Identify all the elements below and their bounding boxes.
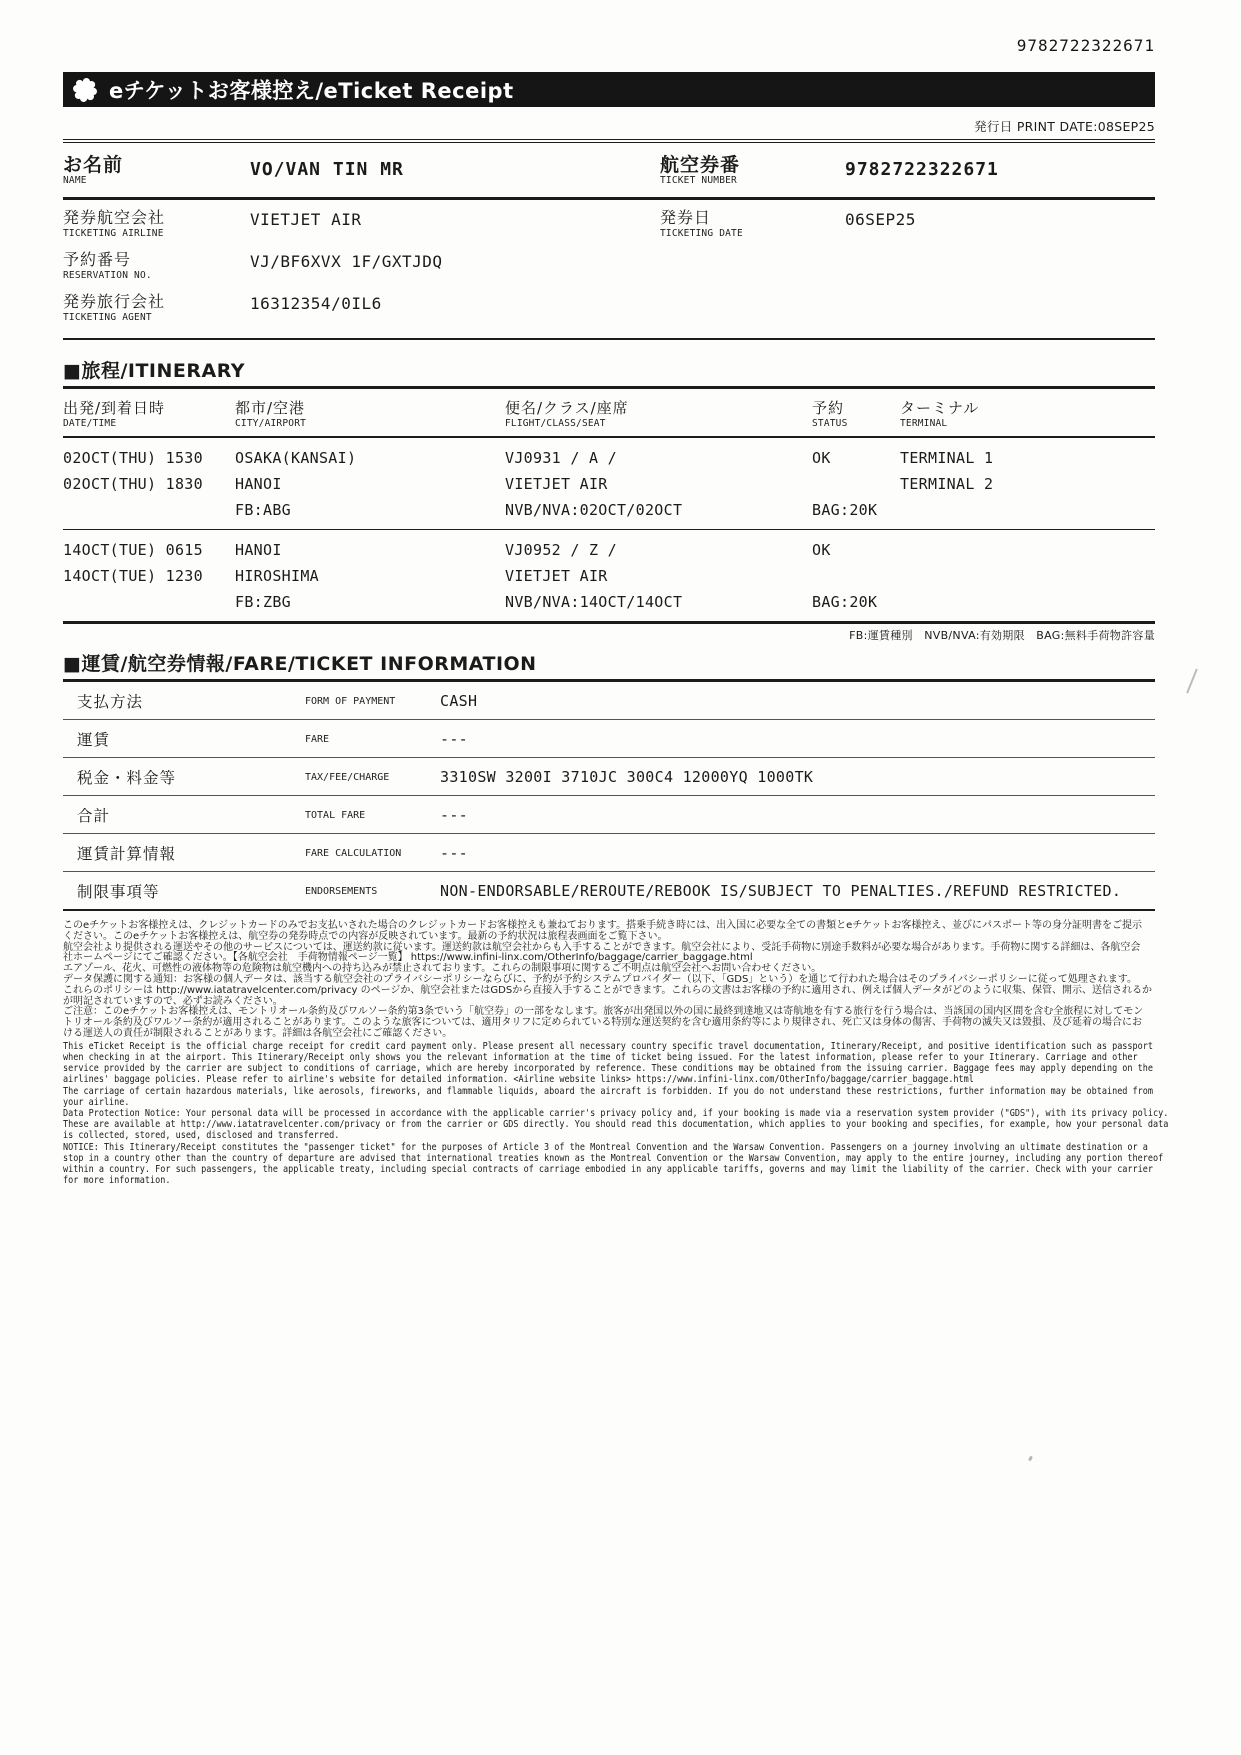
- ticketing-agent-label: 発券旅行会社 TICKETING AGENT: [63, 292, 166, 323]
- scan-artifact: [1186, 669, 1197, 694]
- segment-row: 14OCT(TUE) 1230 HIROSHIMA VIETJET AIR: [63, 567, 608, 585]
- fine-print: [63, 920, 1169, 1187]
- itinerary-section-title: ■旅程/ITINERARY: [63, 356, 1155, 389]
- fare-row-fare: 運賃 FARE ---: [63, 720, 1155, 758]
- receipt-content: [63, 36, 1169, 1187]
- fare-row-total: 合計 TOTAL FARE ---: [63, 796, 1155, 834]
- fare-row-form-of-payment: 支払方法 FORM OF PAYMENT CASH: [63, 682, 1155, 720]
- reservation-row: [63, 250, 1155, 282]
- fine-print-english: This eTicket Receipt is the official charge receipt for credit card payment only. Please present all necessary country specific travel documentation, Itinerary/Receipt, and positive identification such as passport when checking in at the airport. This Itinerary/Receipt only shows you the relevant information at the time of ticket being issued. For the latest information, please refer to your Itinerary. Carriage and other service provided by the carrier are subject to conditions of carriage, which are hereby incorporated by reference. These conditions may be obtained from the issuing carrier. Baggage fees may apply depending on the airlines' baggage policies. Please refer to airline's website for detailed information. <Airline website links> https://www.infini-linx.com/OtherInfo/baggage/carrier_baggage.html The carriage of certain hazardous materials, like aerosols, fireworks, and flammable liquids, aboard the aircraft is forbidden. If you do not understand these restrictions, further information may be obtained from your airline. Data Protection Notice: Your personal data will be processed in accordance with the applicable carrier's privacy policy and, if your booking is made via a reservation system provider ("GDS"), with its privacy policy. These are available at http://www.iatatravelcenter.com/privacy or from the carrier or GDS directly. You should read this documentation, which applies to your booking and specifies, for example, how your personal data is collected, stored, used, disclosed and transferred. NOTICE: This Itinerary/Receipt constitutes the "passenger ticket" for the purposes of Article 3 of the Montreal Convention and the Warsaw Convention. Passengers on a journey involving an ultimate destination or a stop in a country other than the country of departure are advised that international treaties known as the Montreal Convention or the Warsaw Convention, may apply to the entire journey, including any portion thereof within a country. For such passengers, the applicable treaty, including special contracts of carriage embodied in any applicable tariffs, governs and may limit the liability of the carrier. Check with your carrier for more information.: [63, 1040, 1169, 1187]
- passenger-name-value: VO/VAN TIN MR: [250, 159, 404, 180]
- print-date: 発行日 PRINT DATE:08SEP25: [974, 119, 1155, 134]
- segment-row: 14OCT(TUE) 0615 HANOI VJ0952 / Z / OK: [63, 541, 831, 559]
- fine-print-japanese: このeチケットお客様控えは、クレジットカードのみでお支払いされた場合のクレジットカードお客様控えも兼ねております。搭乗手続き時には、出入国に必要な全ての書類とeチケットお客様控え、並びにパスポート等の身分証明書をご提示 ください。このeチケットお客様控えは、航空券の発券時点での内容が反映されています。最新の予約状況は旅程表画面をご覧下さい。 航空会社より提供される運送やその他のサービスについては、運送約款に従います。運送約款は航空会社からも入手することができます。航空会社により、受託手荷物に別途手数料が必要な場合があります。手荷物に関する詳細は、各航空会 社ホームページにてご確認ください。【各航空会社 手荷物情報ページ一覧】 https://www.infini-linx.com/OtherInfo/baggage/carrier_baggage.html エアゾール、花火、可燃性の液体物等の危険物は航空機内への持ち込みが禁止されております。これらの制限事項に関するご不明点は航空会社へお問い合わせください。 データ保護に関する通知：お客様の個人データは、該当する航空会社のプライバシーポリシーならびに、予約が予約システムプロバイダー（以下、「GDS」という）を通じて行われた場合はそのプライバシーポリシーに従って処理されます。 これらのポリシーは http://www.iatatravelcenter.com/privacy のページか、航空会社またはGDSから直接入手することができます。これらの文書はお客様の予約に適用され、例えば個人データがどのように収集、保管、開示、送信されるか が明記されていますので、必ずお読みください。 ご注意：このeチケットお客様控えは、モントリオール条約及びワルソー条約第3条でいう「航空券」の一部をなします。旅客が出発国以外の国に最終到達地又は寄航地を有する旅行を行う場合は、当該国の国内区間を含む全旅程に対してモン トリオール条約及びワルソー条約が適用されることがあります。このような旅客については、適用タリフに定められている特別な運送契約を含む適用条約等により規律され、死亡又は身体の傷害、手荷物の滅失又は毀損、及び延着の場合にお ける運送人の責任が制限されることがあります。詳細は各航空会社にご確認ください。: [63, 920, 1153, 1039]
- reservation-value: VJ/BF6XVX 1F/GXTJDQ: [250, 252, 443, 271]
- itinerary-bottom-rule: [63, 621, 1155, 624]
- name-label: お名前 NAME: [63, 154, 124, 186]
- ticketing-airline-value: VIETJET AIR: [250, 210, 362, 229]
- scan-artifact: [1028, 1456, 1033, 1462]
- ticket-number-label: 航空券番 TICKET NUMBER: [660, 154, 741, 186]
- ticket-number-top: 9782722322671: [1016, 36, 1155, 55]
- fare-row-calculation: 運賃計算情報 FARE CALCULATION ---: [63, 834, 1155, 872]
- passenger-name-row: [63, 139, 1155, 200]
- ticketing-airline-row: [63, 208, 1155, 240]
- segment-row: 02OCT(THU) 1830 HANOI VIETJET AIR TERMINAL 2: [63, 475, 994, 493]
- col-city-airport: 都市/空港 CITY/AIRPORT: [235, 399, 307, 429]
- ticketing-agent-row: [63, 292, 1155, 324]
- fare-row-tax: 税金・料金等 TAX/FEE/CHARGE 3310SW 3200I 3710JC 300C4 12000YQ 1000TK: [63, 758, 1155, 796]
- fare-row-endorsements: 制限事項等 ENDORSEMENTS NON-ENDORSABLE/REROUTE/REBOOK IS/SUBJECT TO PENALTIES./REFUND RESTRICTED.: [63, 872, 1155, 911]
- itinerary-segment-1: [63, 438, 1155, 529]
- fare-section-title: ■運賃/航空券情報/FARE/TICKET INFORMATION: [63, 649, 1155, 682]
- itinerary-segment-2: [63, 529, 1155, 621]
- col-status: 予約 STATUS: [812, 399, 848, 429]
- fare-table: [63, 682, 1155, 911]
- col-terminal: ターミナル TERMINAL: [900, 399, 980, 429]
- col-date-time: 出発/到着日時 DATE/TIME: [63, 399, 166, 429]
- ticketing-date-value: 06SEP25: [845, 210, 916, 229]
- reservation-label: 予約番号 RESERVATION NO.: [63, 250, 152, 281]
- itinerary-header-row: [63, 389, 1155, 438]
- itinerary-legend: FB:運賃種別 NVB/NVA:有効期限 BAG:無料手荷物許容量: [849, 629, 1155, 642]
- ticket-number-value: 9782722322671: [845, 159, 999, 180]
- ticketing-agent-value: 16312354/0IL6: [250, 294, 382, 313]
- page-title: eチケットお客様控え/eTicket Receipt: [109, 78, 514, 103]
- ticketing-date-label: 発券日 TICKETING DATE: [660, 208, 743, 239]
- segment-row: FB:ZBG NVB/NVA:14OCT/14OCT BAG:20K: [235, 593, 878, 611]
- col-flight-class-seat: 便名/クラス/座席 FLIGHT/CLASS/SEAT: [505, 399, 629, 429]
- segment-row: FB:ABG NVB/NVA:02OCT/02OCT BAG:20K: [235, 501, 878, 519]
- header-banner: [63, 72, 1155, 107]
- clover-icon: [71, 76, 99, 104]
- ticketing-info-rows: [63, 200, 1155, 340]
- ticketing-airline-label: 発券航空会社 TICKETING AIRLINE: [63, 208, 166, 239]
- segment-row: 02OCT(THU) 1530 OSAKA(KANSAI) VJ0931 / A / OK TERMINAL 1: [63, 449, 994, 467]
